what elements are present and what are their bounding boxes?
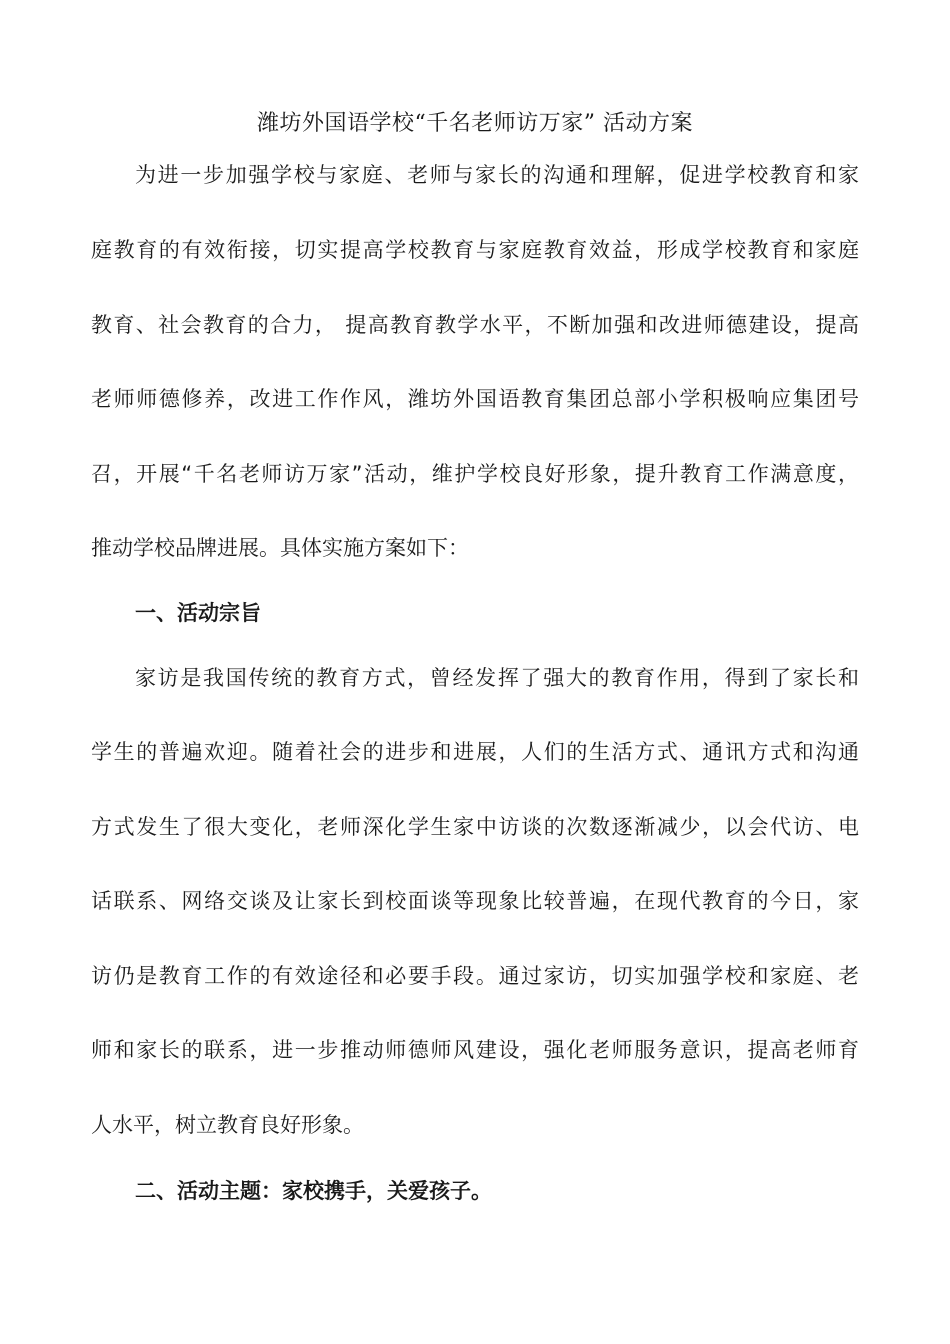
intro-line: 召，开展“千名老师访万家”活动，维护学校良好形象，提升教育工作满意度， <box>91 462 859 486</box>
intro-line: 教育、社会教育的合力， 提高教育教学水平，不断加强和改进师德建设，提高 <box>91 313 859 337</box>
purpose-line: 人水平，树立教育良好形象。 <box>91 1113 364 1137</box>
document-title: 潍坊外国语学校“千名老师访万家” 活动方案 <box>257 111 693 136</box>
purpose-line: 师和家长的联系，进一步推动师德师风建设，强化老师服务意识，提高老师育 <box>91 1038 859 1062</box>
section-heading-purpose: 一、活动宗旨 <box>135 601 261 625</box>
purpose-line: 话联系、网络交谈及让家长到校面谈等现象比较普遍，在现代教育的今日，家 <box>91 889 859 913</box>
purpose-line: 方式发生了很大变化，老师深化学生家中访谈的次数逐渐减少，以会代访、电 <box>91 815 859 839</box>
intro-line: 老师师德修养，改进工作作风，潍坊外国语教育集团总部小学积极响应集团号 <box>91 387 859 411</box>
purpose-line: 家访是我国传统的教育方式，曾经发挥了强大的教育作用，得到了家长和 <box>135 666 859 690</box>
purpose-line: 访仍是教育工作的有效途径和必要手段。通过家访，切实加强学校和家庭、老 <box>91 964 859 988</box>
intro-line: 为进一步加强学校与家庭、老师与家长的沟通和理解，促进学校教育和家 <box>135 163 859 187</box>
purpose-line: 学生的普遍欢迎。随着社会的进步和进展，人们的生活方式、通讯方式和沟通 <box>91 740 859 764</box>
intro-line: 推动学校品牌进展。具体实施方案如下： <box>91 536 469 560</box>
intro-line: 庭教育的有效衔接，切实提高学校教育与家庭教育效益，形成学校教育和家庭 <box>91 238 859 262</box>
section-heading-theme: 二、活动主题：家校携手，关爱孩子。 <box>135 1179 492 1203</box>
